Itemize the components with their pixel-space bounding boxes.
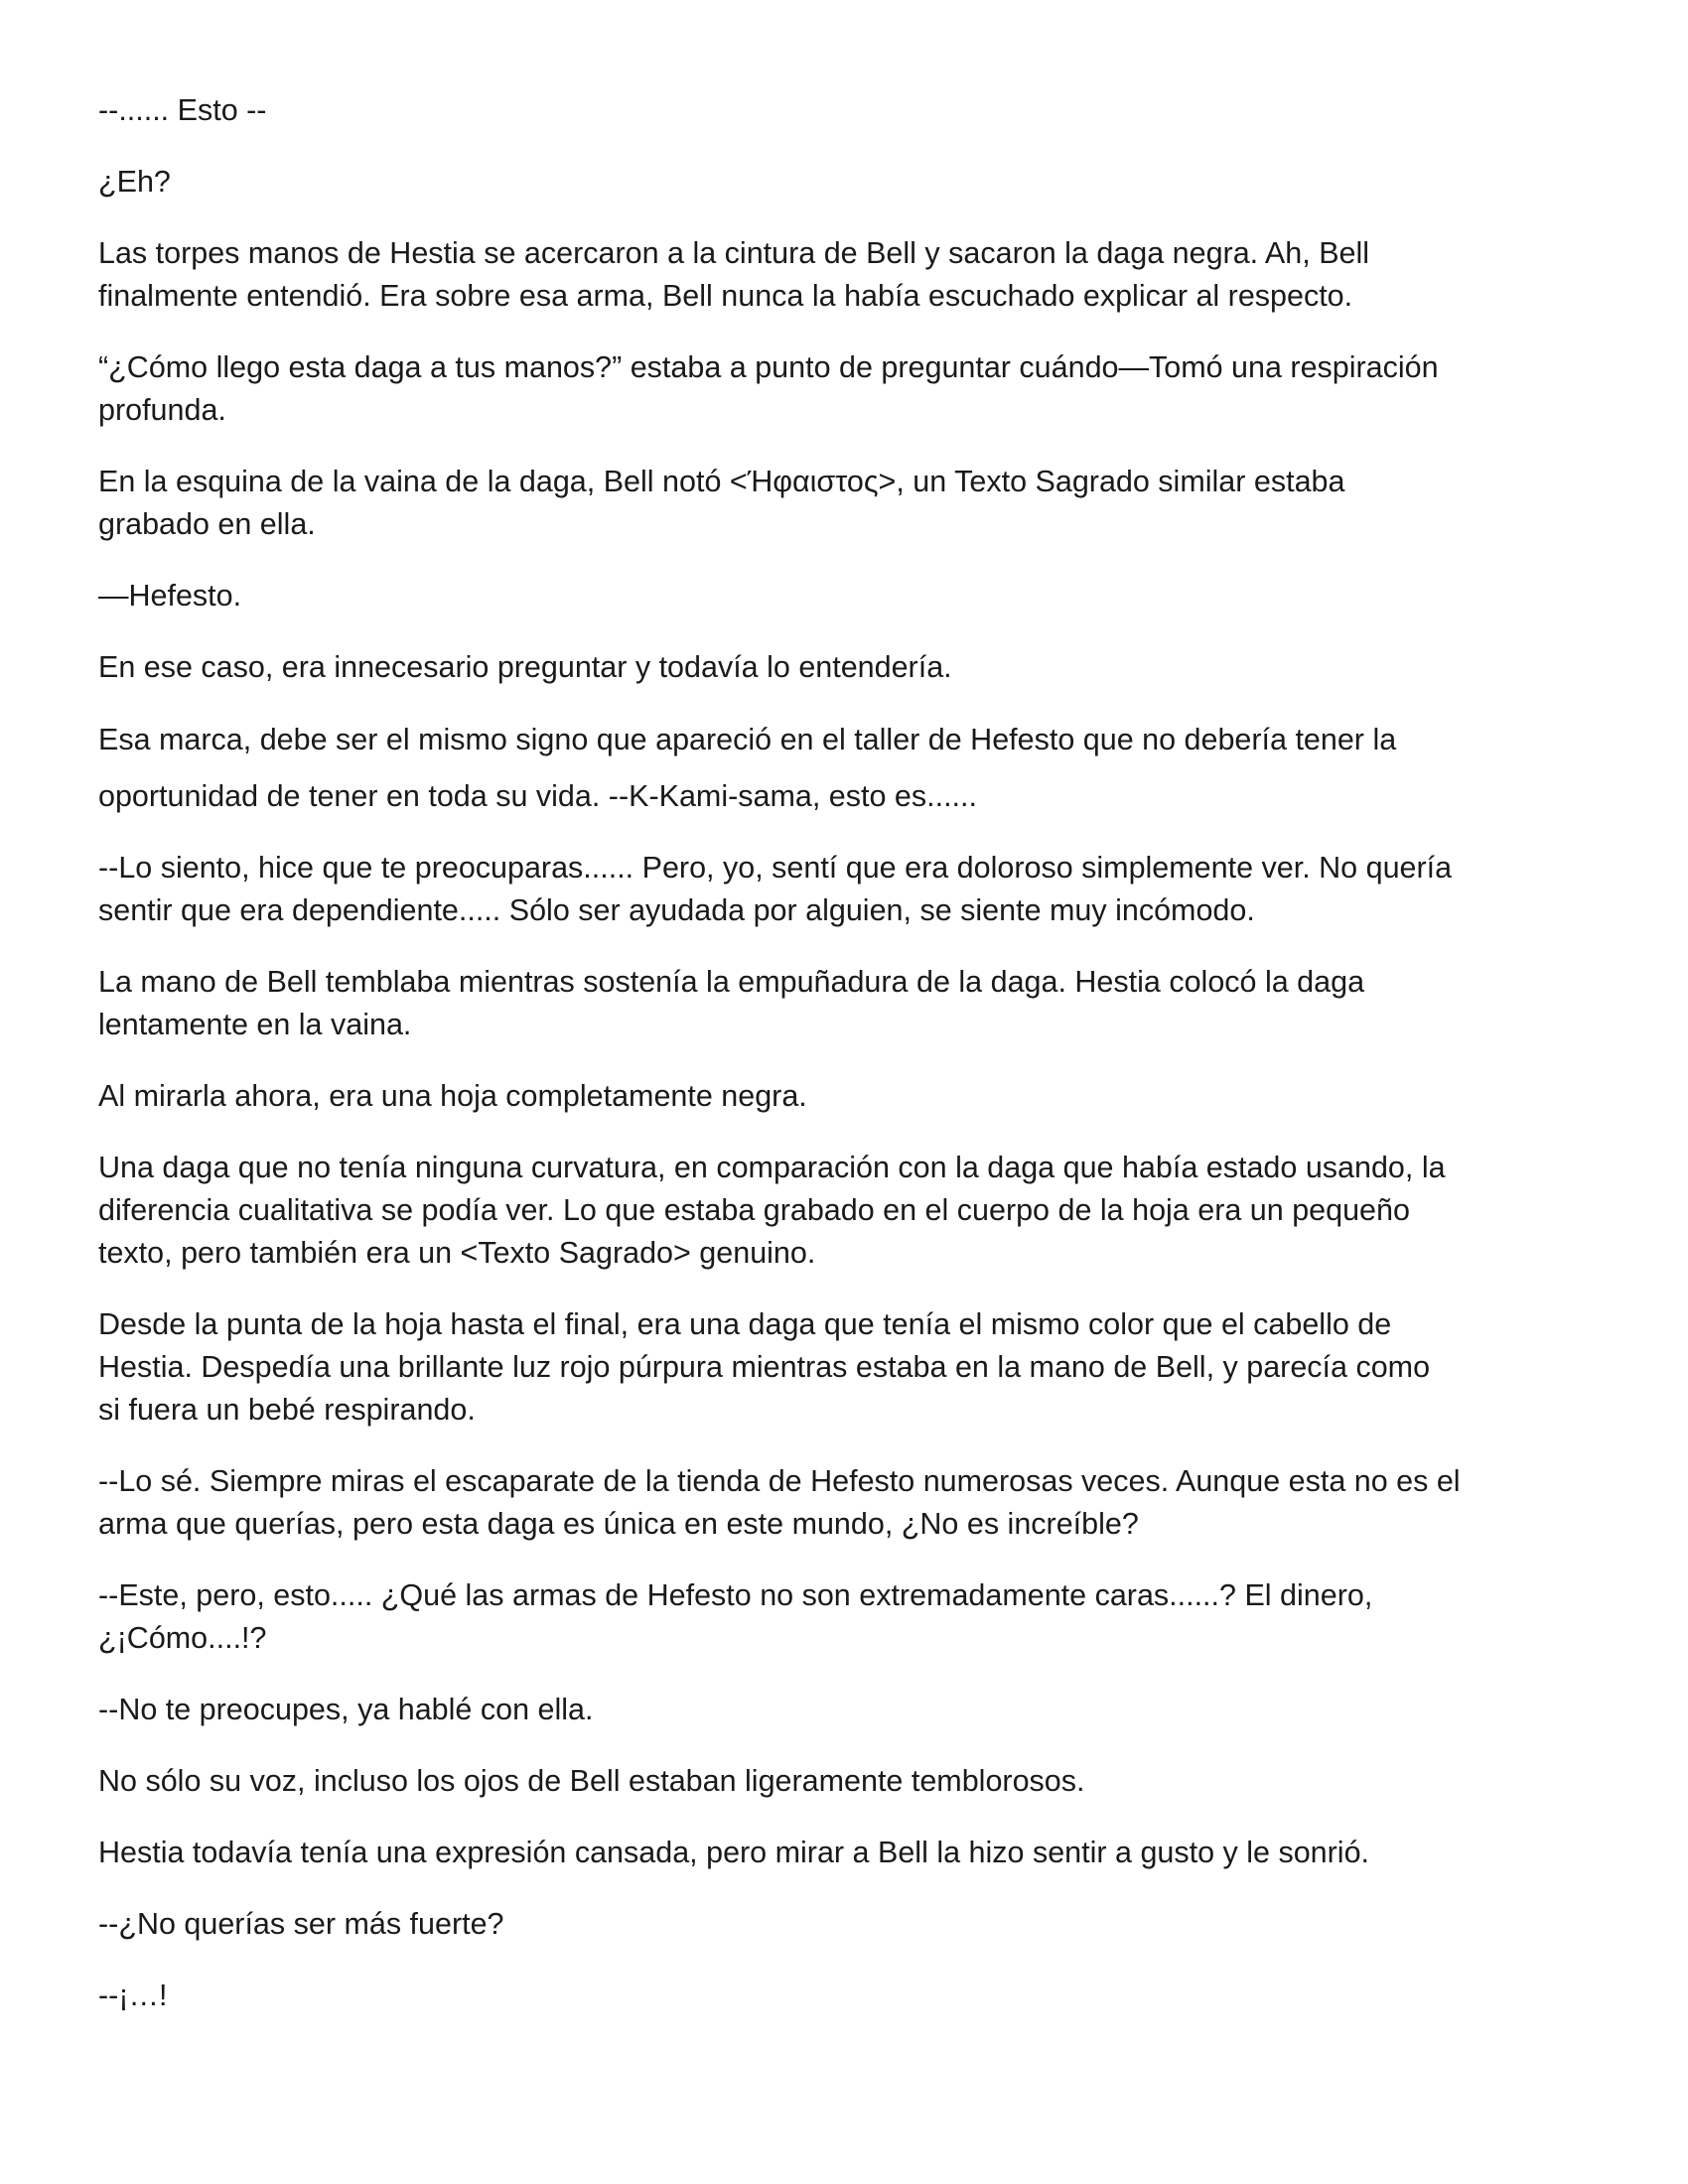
paragraph: ¿Eh? [98,165,171,199]
paragraph: --No te preocupes, ya hablé con ella. [98,1693,594,1726]
paragraph: Al mirarla ahora, era una hoja completamente negra. [98,1079,807,1113]
paragraph: “¿Cómo llego esta daga a tus manos?” estaba a punto de preguntar cuándo—Tomó una respiración profunda. [98,350,1439,427]
paragraph: --¡…! [98,1979,168,2012]
paragraph: Desde la punta de la hoja hasta el final, era una daga que tenía el mismo color que el cabello de Hestia. Despedía una brillante luz rojo púrpura mientras estaba en la mano de Bell, y parecía como si fuera un bebé respirando. [98,1307,1431,1427]
paragraph: Hestia todavía tenía una expresión cansada, pero mirar a Bell la hizo sentir a gusto y le sonrió. [98,1836,1370,1869]
paragraph: --Lo siento, hice que te preocuparas...... Pero, yo, sentí que era doloroso simplemente ver. No quería sentir que era dependiente..... Sólo ser ayudada por alguien, se siente muy incómodo. [98,851,1453,927]
paragraph: Las torpes manos de Hestia se acercaron a la cintura de Bell y sacaron la daga negra. Ah, Bell finalmente entendió. Era sobre esa arma, Bell nunca la había escuchado explicar al respecto. [98,236,1370,313]
document-body [98,89,1598,2046]
paragraph: —Hefesto. [98,579,242,613]
paragraph: --¿No querías ser más fuerte? [98,1907,504,1941]
paragraph: Una daga que no tenía ninguna curvatura, en comparación con la daga que había estado usando, la diferencia cualitativa se podía ver. Lo que estaba grabado en el cuerpo de la hoja era un pequeño texto, pero también era un <Texto Sagrado> genuino. [98,1151,1446,1270]
paragraph: No sólo su voz, incluso los ojos de Bell estaban ligeramente temblorosos. [98,1764,1085,1798]
paragraph: La mano de Bell temblaba mientras sostenía la empuñadura de la daga. Hestia colocó la daga lentamente en la vaina. [98,965,1365,1041]
paragraph: --Este, pero, esto..... ¿Qué las armas de Hefesto no son extremadamente caras......? El dinero, ¿¡Cómo....!? [98,1578,1373,1655]
paragraph: Esa marca, debe ser el mismo signo que apareció en el taller de Hefesto que no debería tener la oportunidad de tener en toda su vida. --K-Kami-sama, esto es...... [98,723,1397,813]
paragraph: En la esquina de la vaina de la daga, Bell notó <Ήφαιστος>, un Texto Sagrado similar estaba grabado en ella. [98,465,1345,541]
paragraph: En ese caso, era innecesario preguntar y todavía lo entendería. [98,650,952,684]
paragraph: --...... Esto -- [98,93,267,127]
paragraph: --Lo sé. Siempre miras el escaparate de la tienda de Hefesto numerosas veces. Aunque esta no es el arma que querías, pero esta daga es única en este mundo, ¿No es increíble? [98,1464,1461,1541]
